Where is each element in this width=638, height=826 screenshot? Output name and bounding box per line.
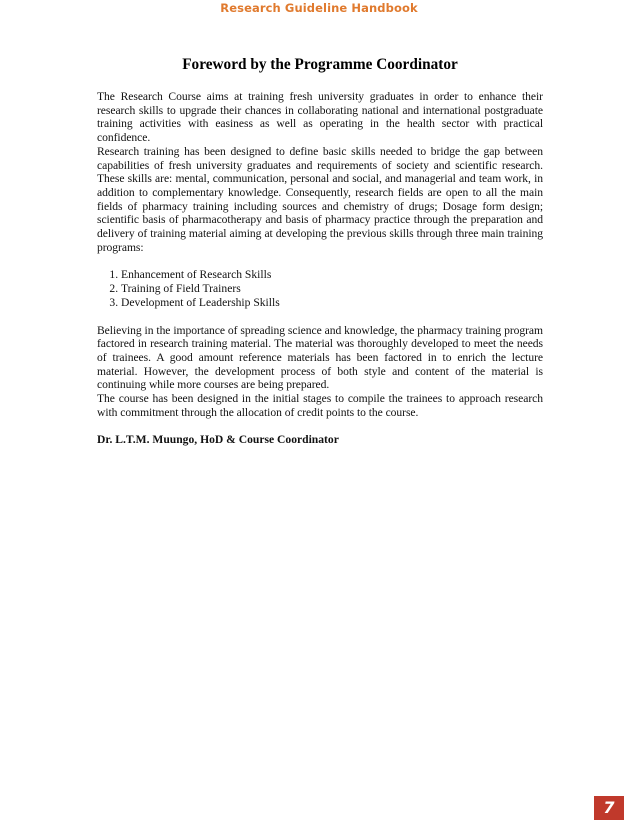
material-paragraph: Believing in the importance of spreading science and knowledge, the pharmacy training program factored in research training material. The material was thoroughly developed to meet the needs of trainees. A good amount reference materials has been factored in to enrich the lecture material. However, the development process of both style and content of the material is continuing while more courses are being prepared. <box>97 323 543 392</box>
foreword-section <box>97 56 543 447</box>
list-item: 3. Development of Leadership Skills <box>121 296 543 310</box>
page-title: Foreword by the Programme Coordinator <box>182 56 458 73</box>
page-number-badge: 7 <box>594 796 624 820</box>
credit-paragraph: The course has been designed in the initial stages to compile the trainees to approach research with commitment through the allocation of credit points to the course. <box>97 392 543 419</box>
running-header: Research Guideline Handbook <box>220 1 418 15</box>
intro-paragraph: The Research Course aims at training fresh university graduates in order to enhance their research skills to upgrade their chances in collaborating national and international postgraduate training activities with easiness as well as operating in the health sector with practical confidence. <box>97 90 543 145</box>
list-item: 1. Enhancement of Research Skills <box>121 268 543 282</box>
programs-list <box>97 268 543 309</box>
list-item: 2. Training of Field Trainers <box>121 282 543 296</box>
signature: Dr. L.T.M. Muungo, HoD & Course Coordinator <box>97 433 339 447</box>
skills-paragraph: Research training has been designed to define basic skills needed to bridge the gap between capabilities of fresh university graduates and requirements of society and scientific research. These skills are: mental, communication, personal and social, and managerial and team work, in addition to complementary knowledge. Consequently, research fields are open to all the main fields of pharmacy training including sources and chemistry of drugs; Dosage form design; scientific basis of pharmacotherapy and basis of pharmacy practice through the preparation and delivery of training material aiming at developing the previous skills through three main training programs: <box>97 144 543 254</box>
